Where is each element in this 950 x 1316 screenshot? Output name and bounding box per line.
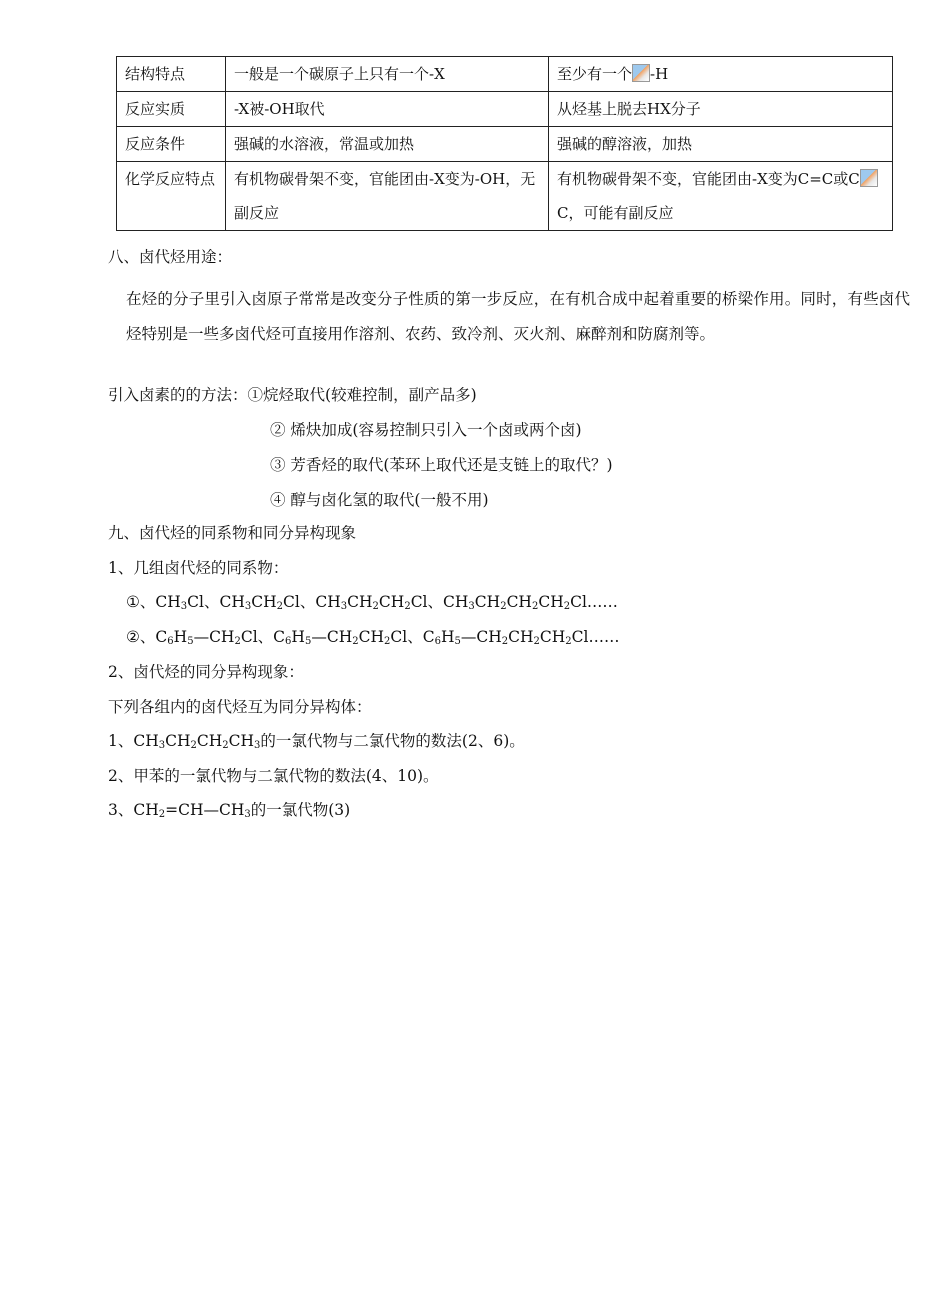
method-item: ①烷烃取代(较难控制，副产品多) xyxy=(247,386,477,404)
isomer-item: 3、$CH_2=CH—CH_3$的一氯代物(3) xyxy=(108,801,351,820)
series-text: 、 xyxy=(427,593,444,611)
homolog-series-2 xyxy=(126,627,619,647)
series-text: 、 xyxy=(299,593,316,611)
cell-text: C，可能有副反应 xyxy=(557,204,674,222)
formula: $CH_3CH_2Cl$ xyxy=(219,593,300,612)
series-text: 、 xyxy=(204,593,220,611)
formula: $CH_3Cl$ xyxy=(155,593,204,612)
method-item: ② 烯炔加成(容易控制只引入一个卤或两个卤) xyxy=(270,421,582,439)
series-text: …… xyxy=(588,628,620,646)
uses-paragraph: 在烃的分子里引入卤原子常常是改变分子性质的第一步反应，在有机合成中起着重要的桥梁作用。同时，有些卤代烃特别是一些多卤代烃可直接用作溶剂、农药、致冷剂、灭火剂、麻醉剂和防腐剂等。 xyxy=(126,290,910,343)
series-text: 、 xyxy=(257,628,274,646)
broken-image-icon xyxy=(860,169,878,187)
elimination-cell: 强碱的醇溶液，加热 xyxy=(549,127,893,162)
table-row xyxy=(117,127,893,162)
section-heading: 八、卤代烃用途： xyxy=(108,248,233,266)
broken-image-icon xyxy=(632,64,650,82)
table-row xyxy=(117,57,893,92)
substitution-cell: 一般是一个碳原子上只有一个-X xyxy=(226,57,549,92)
isomer-item: 1、$CH_3CH_2CH_2CH_3$的一氯代物与二氯代物的数法(2、6)。 xyxy=(108,732,525,751)
series-text: …… xyxy=(586,593,618,611)
substitution-cell: 有机物碳骨架不变，官能团由-X变为-OH，无副反应 xyxy=(226,162,549,231)
method-item: ③ 芳香烃的取代(苯环上取代还是支链上的取代？) xyxy=(270,456,613,474)
series-text: ①、 xyxy=(126,593,156,611)
formula: $C_6H_5—CH_2Cl$ xyxy=(155,628,258,647)
row-label: 反应条件 xyxy=(117,127,226,162)
formula: $C_6H_5—CH_2CH_2CH_2Cl$ xyxy=(422,628,589,647)
subsection-heading: 1、几组卤代烃的同系物： xyxy=(108,559,289,577)
subsection-heading: 2、卤代烃的同分异构现象： xyxy=(108,663,304,681)
substitution-cell: -X被-OH取代 xyxy=(226,92,549,127)
row-label: 结构特点 xyxy=(117,57,226,92)
comparison-table xyxy=(116,56,893,231)
homolog-series-1 xyxy=(126,592,618,612)
table-row xyxy=(117,92,893,127)
intro-line: 下列各组内的卤代烃互为同分异构体： xyxy=(108,698,372,716)
row-label: 化学反应特点 xyxy=(117,162,226,231)
cell-text: 至少有一个 xyxy=(557,65,633,83)
methods-label: 引入卤素的的方法： xyxy=(108,386,248,404)
method-item: ④ 醇与卤化氢的取代(一般不用) xyxy=(270,491,489,509)
formula: $C_6H_5—CH_2CH_2Cl$ xyxy=(273,628,408,647)
series-text: ②、 xyxy=(126,628,156,646)
substitution-cell: 强碱的水溶液，常温或加热 xyxy=(226,127,549,162)
row-label: 反应实质 xyxy=(117,92,226,127)
elimination-cell xyxy=(549,162,893,231)
cell-text: -H xyxy=(650,65,669,83)
formula: $CH_3CH_2CH_2CH_2Cl$ xyxy=(443,593,587,612)
formula: $CH_3CH_2CH_2Cl$ xyxy=(315,593,428,612)
cell-text: 有机物碳骨架不变，官能团由-X变为C=C或C xyxy=(557,170,860,188)
isomer-item: 2、甲苯的一氯代物与二氯代物的数法(4、10)。 xyxy=(108,767,439,785)
table-row xyxy=(117,162,893,231)
methods-line xyxy=(108,385,477,405)
section-heading: 九、卤代烃的同系物和同分异构现象 xyxy=(108,524,357,542)
elimination-cell xyxy=(549,57,893,92)
elimination-cell: 从烃基上脱去HX分子 xyxy=(549,92,893,127)
series-text: 、 xyxy=(407,628,423,646)
